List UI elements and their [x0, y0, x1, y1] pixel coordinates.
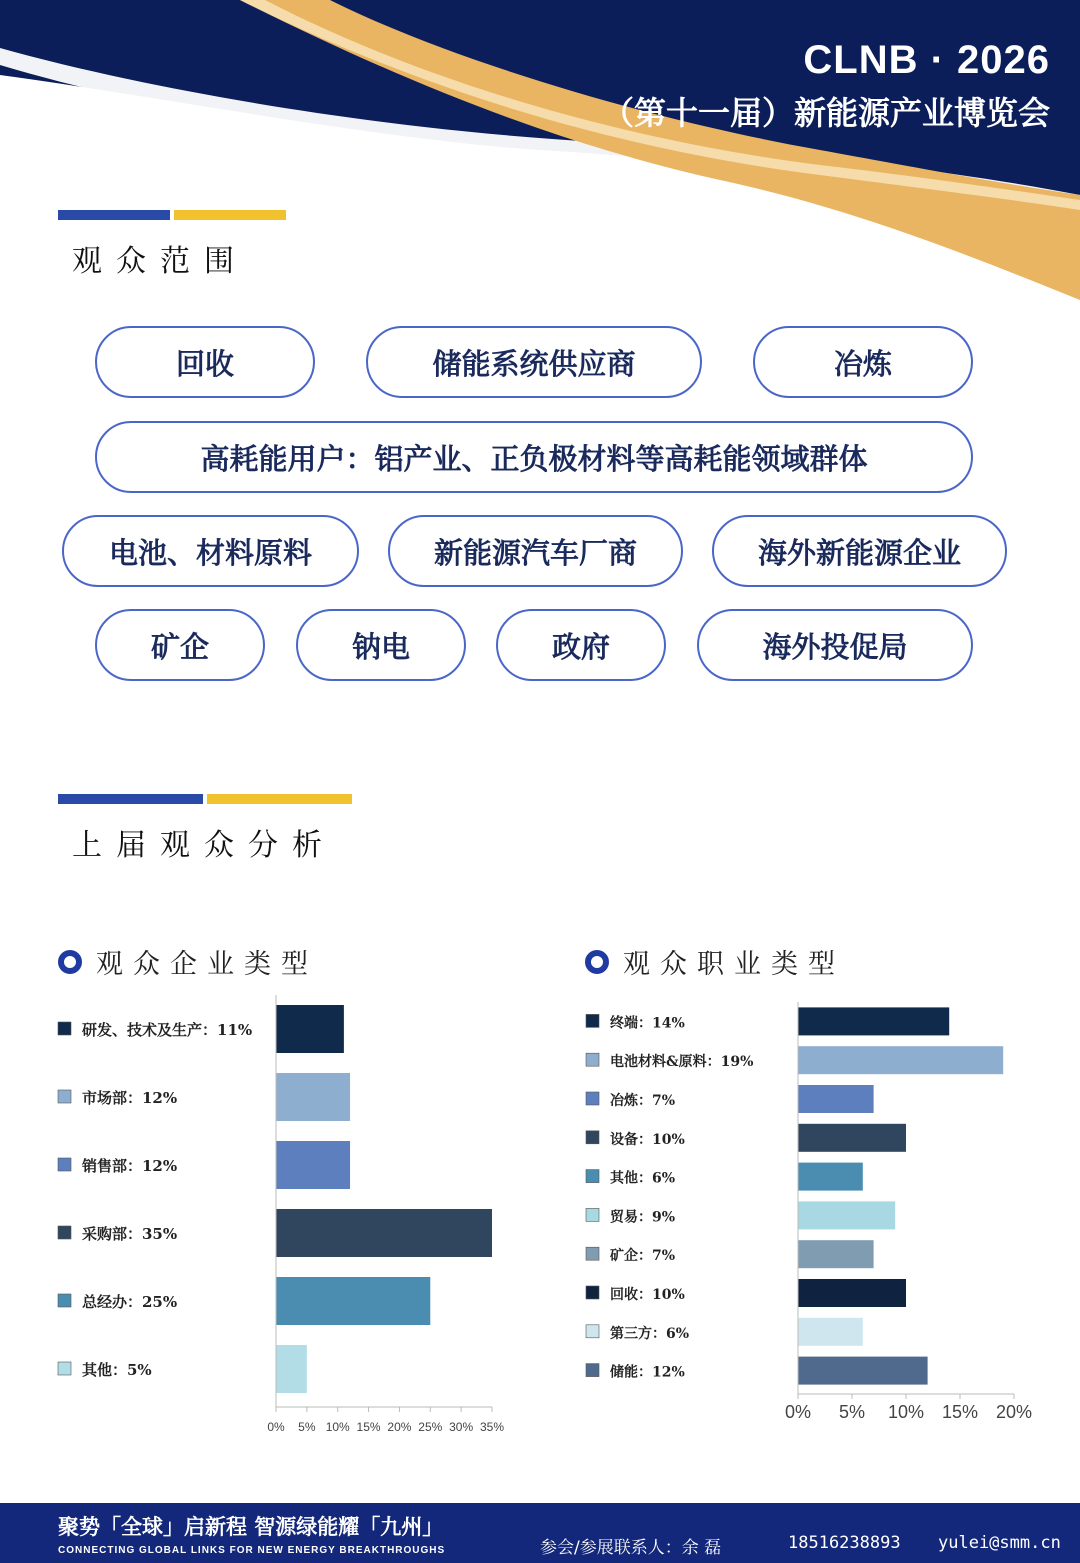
- section-divider-blue: [58, 210, 170, 220]
- legend-label: 回收：10%: [610, 1287, 685, 1303]
- x-tick-label: 20%: [387, 1420, 412, 1434]
- legend-label: 市场部：12%: [82, 1089, 178, 1107]
- bar: [276, 1209, 492, 1257]
- legend-swatch: [586, 1131, 599, 1144]
- scope-pill: 政府: [496, 609, 666, 681]
- legend-label: 第三方：6%: [610, 1325, 690, 1342]
- job-type-bar-chart: [570, 990, 1050, 1440]
- x-tick-label: 10%: [887, 1402, 925, 1422]
- x-tick-label: 25%: [418, 1420, 443, 1434]
- legend-swatch: [586, 1170, 599, 1183]
- legend-label: 冶炼：7%: [610, 1093, 676, 1109]
- x-tick-label: 15%: [941, 1402, 979, 1422]
- scope-pill: 海外投促局: [697, 609, 973, 681]
- x-tick-label: 30%: [449, 1420, 474, 1434]
- bar: [798, 1201, 895, 1229]
- legend-swatch: [58, 1294, 71, 1307]
- bar: [276, 1345, 307, 1393]
- legend-label: 销售部：12%: [82, 1157, 178, 1175]
- legend-swatch: [586, 1014, 599, 1027]
- x-tick-label: 15%: [356, 1420, 381, 1434]
- legend-label: 贸易：9%: [610, 1209, 676, 1226]
- scope-pill: 电池、材料原料: [62, 515, 359, 587]
- bar: [798, 1124, 906, 1152]
- x-tick-label: 10%: [325, 1420, 350, 1434]
- event-subtitle: （第十一届）新能源产业博览会: [601, 94, 1050, 132]
- legend-label: 采购部：35%: [82, 1225, 178, 1243]
- legend-label: 研发、技术及生产：11%: [82, 1021, 253, 1039]
- chart-title: 观众职业类型: [623, 949, 845, 980]
- ring-bullet-icon: [58, 950, 82, 974]
- bar: [798, 1007, 949, 1035]
- legend-swatch: [586, 1325, 599, 1338]
- legend-swatch: [586, 1053, 599, 1066]
- legend-label: 其他：5%: [82, 1361, 152, 1379]
- footer-phone: 18516238893: [788, 1533, 901, 1553]
- scope-pill: 冶炼: [753, 326, 973, 398]
- legend-label: 总经办：25%: [82, 1293, 178, 1311]
- chart-heading-job-type: [585, 942, 845, 981]
- bar: [276, 1073, 350, 1121]
- scope-pill: 高耗能用户：铝产业、正负极材料等高耗能领域群体: [95, 421, 973, 493]
- legend-swatch: [58, 1158, 71, 1171]
- legend-label: 储能：12%: [610, 1364, 685, 1381]
- scope-pill: 储能系统供应商: [366, 326, 702, 398]
- section-divider-blue: [58, 794, 203, 804]
- bar: [798, 1318, 863, 1346]
- legend-swatch: [586, 1092, 599, 1105]
- bar: [798, 1240, 874, 1268]
- bar: [798, 1357, 928, 1385]
- legend-label: 其他：6%: [610, 1170, 676, 1187]
- x-tick-label: 0%: [267, 1420, 285, 1434]
- legend-swatch: [586, 1286, 599, 1299]
- scope-pill: 新能源汽车厂商: [388, 515, 683, 587]
- legend-label: 终端：14%: [610, 1015, 685, 1032]
- footer-contact: 参会/参展联系人：余 磊: [540, 1538, 722, 1558]
- footer-slogan: 聚势「全球」启新程 智源绿能耀「九州」: [58, 1515, 444, 1539]
- scope-pill: 回收: [95, 326, 315, 398]
- scope-pill: 矿企: [95, 609, 265, 681]
- legend-swatch: [58, 1362, 71, 1375]
- bar: [276, 1277, 430, 1325]
- chart-title: 观众企业类型: [96, 949, 318, 980]
- legend-swatch: [58, 1022, 71, 1035]
- legend-swatch: [58, 1226, 71, 1239]
- bar: [276, 1141, 350, 1189]
- bar: [798, 1085, 874, 1113]
- scope-pill: 钠电: [296, 609, 466, 681]
- x-tick-label: 35%: [479, 1420, 505, 1434]
- legend-swatch: [586, 1247, 599, 1260]
- footer-english-slogan: CONNECTING GLOBAL LINKS FOR NEW ENERGY BREAKTHROUGHS: [58, 1545, 446, 1556]
- x-tick-label: 0%: [784, 1402, 812, 1422]
- ring-bullet-icon: [585, 950, 609, 974]
- footer-email: yulei@smm.cn: [938, 1533, 1061, 1553]
- legend-label: 设备：10%: [610, 1131, 685, 1148]
- bar: [798, 1163, 863, 1191]
- company-type-bar-chart: [40, 990, 560, 1450]
- footer-bar: [0, 1503, 1080, 1563]
- x-tick-label: 20%: [995, 1402, 1033, 1422]
- bar: [276, 1005, 344, 1053]
- section-divider-gold: [207, 794, 352, 804]
- chart-heading-company-type: [58, 942, 318, 981]
- x-tick-label: 5%: [838, 1402, 866, 1422]
- scope-pill: 海外新能源企业: [712, 515, 1007, 587]
- legend-swatch: [586, 1364, 599, 1377]
- legend-swatch: [58, 1090, 71, 1103]
- legend-label: 电池材料&原料：19%: [610, 1054, 754, 1071]
- legend-swatch: [586, 1208, 599, 1221]
- bar: [798, 1279, 906, 1307]
- section-divider-gold: [174, 210, 286, 220]
- bar: [798, 1046, 1003, 1074]
- legend-label: 矿企：7%: [610, 1248, 676, 1265]
- section-title-last-audience: 上届观众分析: [72, 828, 336, 863]
- event-logo: CLNB · 2026: [803, 38, 1050, 82]
- section-title-audience-scope: 观众范围: [72, 244, 248, 279]
- x-tick-label: 5%: [298, 1420, 316, 1434]
